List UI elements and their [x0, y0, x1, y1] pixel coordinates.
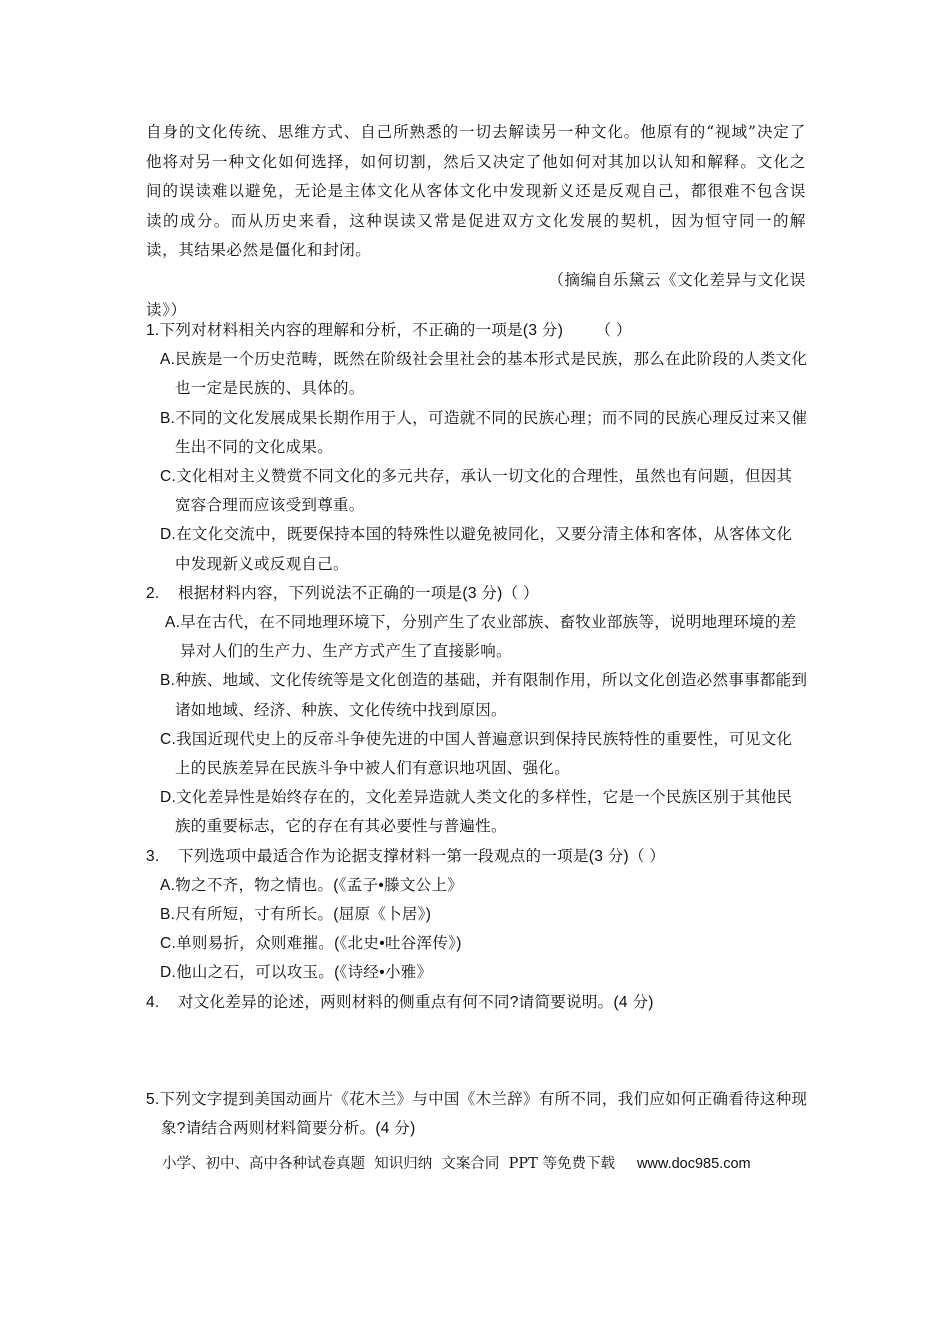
footer-url[interactable]: www.doc985.com: [636, 1156, 751, 1172]
question-3-text: 3. 下列选项中最适合作为论据支撑材料一第一段观点的一项是(3 分): [146, 847, 630, 865]
question-3-option-a: A.物之不齐，物之情也。(《孟子•滕文公上》: [160, 876, 464, 894]
question-1-option-d: D.在文化交流中，既要保持本国的特殊性以避免被同化，又要分清主体和客体，从客体文化中发现新义或反观自己。: [160, 526, 793, 573]
passage-source: （摘编自乐黛云《文化差异与文化误: [548, 270, 806, 289]
answer-space: [146, 1017, 808, 1085]
answer-bracket: （ ）: [595, 322, 632, 339]
question-3-option-b: B.尺有所短，寸有所长。(屈原《卜居》): [160, 906, 432, 924]
question-4-stem: 4. 对文化差异的论述，两则材料的侧重点有何不同?请简要说明。(4 分): [146, 993, 654, 1011]
question-1-option-c: C.文化相对主义赞赏不同文化的多元共存，承认一切文化的合理性，虽然也有问题，但因其宽容合理而应该受到尊重。: [160, 468, 793, 515]
passage-source-tail: 读》）: [146, 300, 187, 319]
question-2-stem: [146, 579, 808, 608]
question-3-option-d: D.他山之石，可以攻玉。(《诗经•小雅》: [160, 964, 433, 982]
question-1-stem: [146, 316, 808, 345]
passage-text: 自身的文化传统、思维方式、自己所熟悉的一切去解读另一种文化。他原有的“视域”决定了他将对另一种文化如何选择，如何切割，然后又决定了他如何对其加以认知和解释。文化之间的误读难以避免，无论是主体文化从客体文化中发现新义还是反观自己，都很难不包含误读的成分。而从历史来看，这种误读又常是促进双方文化发展的契机，因为恒守同一的解读，其结果必然是僵化和封闭。: [146, 123, 806, 260]
question-1-option-a: A.民族是一个历史范畴，既然在阶级社会里社会的基本形式是民族，那么在此阶段的人类文化也一定是民族的、具体的。: [160, 351, 808, 398]
question-2-text: 2. 根据材料内容，下列说法不正确的一项是(3 分): [146, 584, 503, 602]
question-2-option-a: A.早在古代，在不同地理环境下，分别产生了农业部族、畜牧业部族等，说明地理环境的差异对人们的生产力、生产方式产生了直接影响。: [165, 614, 797, 661]
answer-bracket: （ ）: [629, 847, 666, 865]
question-1-option-b: B.不同的文化发展成果长期作用于人，可造就不同的民族心理；而不同的民族心理反过来又催生出不同的文化成果。: [160, 409, 808, 456]
question-2-option-b: B.种族、地域、文化传统等是文化创造的基础，并有限制作用，所以文化创造必然事事都能到诸如地域、经济、种族、文化传统中找到原因。: [160, 672, 808, 719]
reading-passage: [146, 118, 806, 325]
question-2-option-d: D.文化差异性是始终存在的，文化差异造就人类文化的多样性，它是一个民族区别于其他民族的重要标志，它的存在有其必要性与普遍性。: [160, 789, 793, 836]
question-2-option-c: C.我国近现代史上的反帝斗争使先进的中国人普遍意识到保持民族特性的重要性，可见文化上的民族差异在民族斗争中被人们有意识地巩固、强化。: [160, 730, 793, 778]
question-5-stem: 5.下列文字提到美国动画片《花木兰》与中国《木兰辞》有所不同，我们应如何正确看待这种现象?请结合两则材料简要分析。(4 分): [146, 1090, 808, 1138]
question-1-text: 1.下列对材料相关内容的理解和分析，不正确的一项是(3 分): [146, 322, 564, 339]
question-list: [146, 316, 808, 1143]
page-footer: [162, 1152, 802, 1173]
question-3-stem: [146, 842, 808, 871]
answer-bracket: （ ）: [502, 584, 539, 602]
footer-text: 小学、初中、高中各种试卷真题 知识归纳 文案合同 PPT 等免费下载: [162, 1156, 615, 1172]
question-3-option-c: C.单则易折，众则难摧。(《北史•吐谷浑传》): [160, 935, 462, 953]
